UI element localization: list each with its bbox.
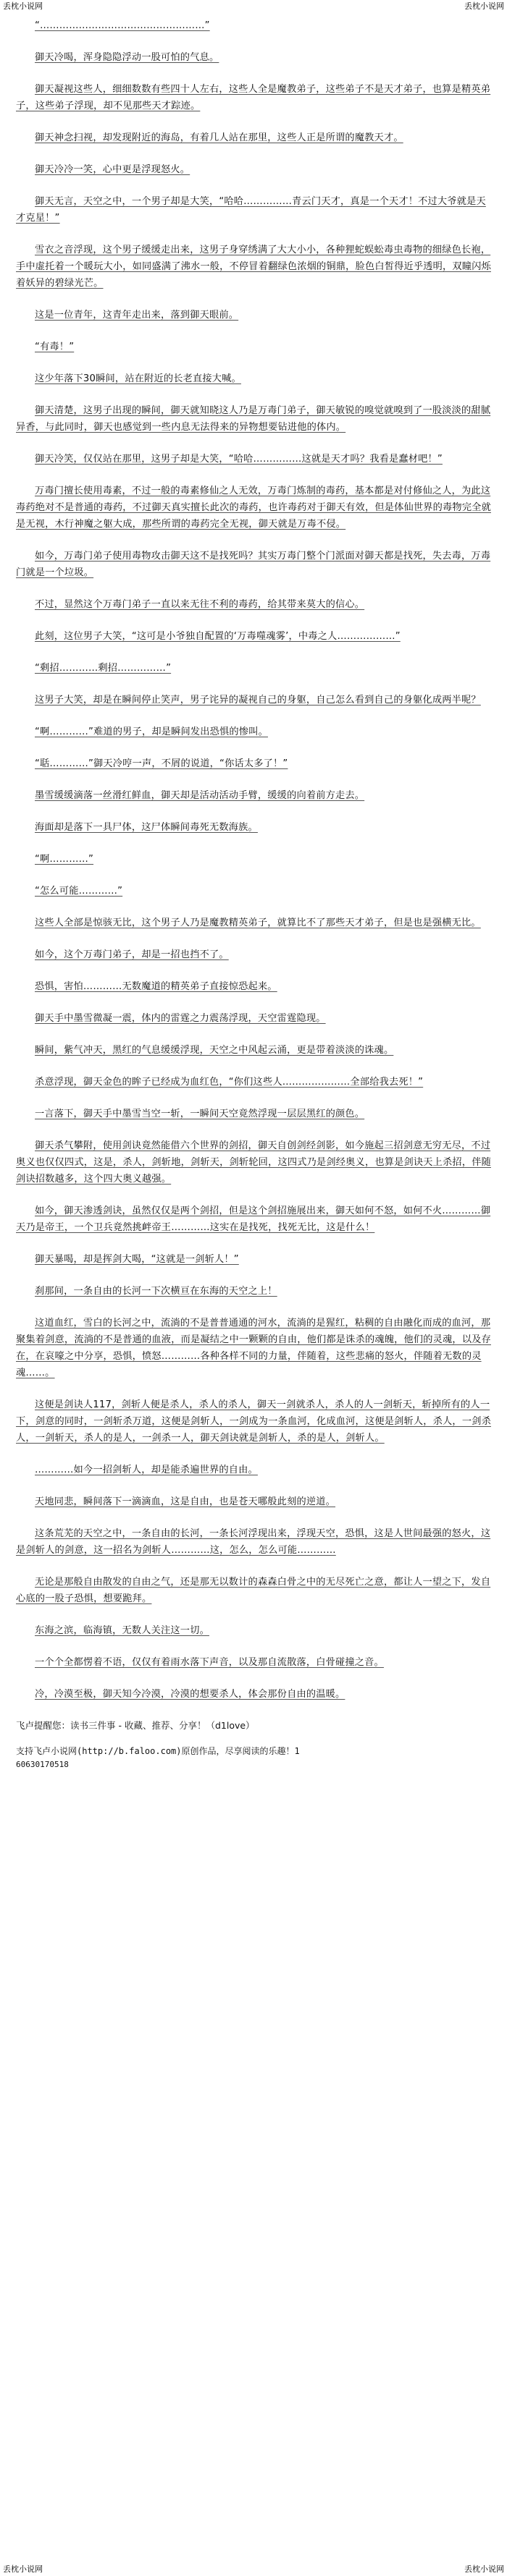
- paragraph: “啊…………”难道的男子，却是瞬间发出恐惧的惨叫。: [35, 726, 268, 737]
- paragraph: …………如今一招剑斩人，却是能杀遍世界的自由。: [35, 1465, 258, 1475]
- paragraph: 御天无言，天空之中，一个男子却是大笑，“哈哈……………青云门天才，真是一个天才！不过大爷就是天才克星！”: [16, 196, 486, 224]
- paragraph: “怎么可能…………”: [35, 886, 123, 897]
- reader-notice: 飞卢提醒您：读书三件事 - 收藏、推荐、分享！（d1love）: [16, 1720, 255, 1731]
- paragraph: 御天凝视这些人，细细数数有些四十人左右，这些人全是魔教弟子，这些弟子不是天才弟子，也算是精英弟子，这些弟子浮现，却不见那些天才踪迹。: [16, 84, 491, 111]
- paragraph: “有毒！”: [35, 342, 75, 352]
- paragraph: 一个个全都愣着不语，仅仅有着雨水落下声音，以及那自流散落，白骨碰撞之音。: [35, 1657, 384, 1668]
- paragraph-list: [16, 17, 491, 1703]
- paragraph: 冷，冷漠至极，御天知今冷漠，冷漠的想要杀人，体会那份自由的温暖。: [35, 1689, 345, 1700]
- paragraph: 杀意浮现，御天金色的眸子已经成为血红色，“你们这些人…………………全部给我去死！”: [35, 1077, 424, 1088]
- paragraph: 这些人全部是惊骇无比，这个男子人乃是魔教精英弟子，就算比不了那些天才弟子，但是也是强横无比。: [35, 918, 481, 928]
- header-site-name-right[interactable]: 丢枕小说网: [464, 1, 504, 11]
- paragraph: “聒…………”御天冷哼一声，不屑的说道，“你话太多了！”: [35, 758, 288, 769]
- paragraph: 御天冷冷一笑，心中更是浮现怒火。: [35, 164, 190, 175]
- paragraph: 御天杀气攀附，使用剑诀竟然能借六个世界的剑招，御天自创剑经剑影，如今施起三招剑意无穷无尽，不过奥义也仅仅四式，这是，杀人，剑斩地，剑斩天，剑斩轮回，这四式乃是剑经奥义，也算是剑诀天上杀招，伴随剑诀招数越多，这个四大奥义越强。: [16, 1140, 491, 1185]
- paragraph: 如今，万毒门弟子使用毒物攻击御天这不是找死吗？其实万毒门整个门派面对御天都是找死，失去毒，万毒门就是一个垃圾。: [16, 551, 491, 578]
- paragraph: 御天手中墨雪微凝一震，体内的雷霆之力震荡浮现，天空雷霆隐现。: [35, 1013, 326, 1024]
- paragraph: 这少年落下30瞬间，站在附近的长老直接大喊。: [35, 373, 241, 384]
- chapter-body: [16, 17, 491, 2543]
- footer-site-name-right[interactable]: 丢枕小说网: [464, 2564, 504, 2574]
- document-id: 60630170518: [16, 1760, 69, 1769]
- paragraph: 御天神念扫视，却发现附近的海岛，有着几人站在那里，这些人正是所谓的魔教天才。: [35, 132, 403, 143]
- paragraph: 恐惧，害怕…………无数魔道的精英弟子直接惊恐起来。: [35, 981, 277, 992]
- paragraph: 这便是剑诀人117，剑斩人便是杀人，杀人的杀人，御天一剑就杀人，杀人的人一剑斩天，斩掉所有的人一下，剑意的同时，一剑斩杀万道，这便是剑斩人，一剑成为一条血河，化成血河，这便是剑斩人，杀人，一剑杀人，一剑斩天，杀人的是人，一剑杀一人，御天剑诀就是剑斩人，杀的是人，剑斩人。: [16, 1399, 491, 1444]
- paragraph: 御天冷喝，浑身隐隐浮动一股可怕的气息。: [35, 52, 219, 63]
- paragraph: 一言落下，御天手中墨雪当空一斩，一瞬间天空竟然浮现一层层黑红的颜色。: [35, 1109, 365, 1119]
- paragraph: 万毒门擅长使用毒素，不过一般的毒素修仙之人无效，万毒门炼制的毒药，基本都是对付修仙之人，为此这毒药绝对不是普通的毒药，不过御天真实擅长此次的毒药，也许毒药对于御天有效，但是体仙世界的毒物完全就是无视，木行神魔之躯大成，那些所谓的毒药完全无视，御天就是万毒不侵。: [16, 486, 491, 530]
- paragraph: 刹那间，一条自由的长河一下次横亘在东海的天空之上！: [35, 1286, 277, 1297]
- header-site-name-left[interactable]: 丢枕小说网: [3, 1, 43, 11]
- source-line[interactable]: 支持飞卢小说网(http://b.faloo.com)原创作品，尽享阅读的乐趣！1: [16, 1746, 300, 1756]
- paragraph: “……………………………………………”: [35, 20, 210, 31]
- paragraph: 墨雪缓缓滴落一丝滑红鲜血，御天却是活动活动手臂，缓缓的向着前方走去。: [35, 790, 365, 801]
- paragraph: 这道血红，雪白的长河之中，流淌的不是普普通通的河水，流淌的是猩红，粘稠的自由融化而成的血河，那聚集着剑意，流淌的不是普通的血液，而是凝结之中一颗颗的自由，他们都是诛杀的魂魄，他们的灵魂，以及存在，在哀嚎之中分享，恐惧，愤怒…………各种各样不同的力量，伴随着，这些悲痛的怒火，伴随着无数的灵魂……。: [16, 1318, 491, 1378]
- paragraph: “剩招…………剩招……………”: [35, 663, 172, 674]
- paragraph: 如今，这个万毒门弟子，却是一招也挡不了。: [35, 949, 229, 960]
- paragraph: 雪衣之音浮现，这个男子缓缓走出来，这男子身穿绣满了大大小小，各种狸蛇蜈蚣毒虫毒物的细绿色长袍，手中虚托着一个暖玩大小，如同盛满了沸水一般，不停冒着翻绿色浓烟的铜鼎，脸色白皙得近乎透明，双瞳闪烁着妖异的碧绿光芒。: [16, 245, 491, 289]
- paragraph: 御天暴喝，却是挥剑大喝，“这就是一剑斩人！”: [35, 1254, 239, 1265]
- footer-site-name-left[interactable]: 丢枕小说网: [3, 2564, 43, 2574]
- page-header: [0, 0, 507, 13]
- paragraph: “啊…………”: [35, 854, 94, 865]
- paragraph: 这条荒芜的天空之中，一条自由的长河，一条长河浮现出来，浮现天空，恐惧，这是人世间最强的怒火，这是剑斩人的剑意，这一招名为剑斩人…………这，怎么，怎么可能…………: [16, 1528, 491, 1556]
- paragraph: 海面却是落下一具尸体，这尸体瞬间毒死无数海族。: [35, 822, 258, 833]
- paragraph: 不过，显然这个万毒门弟子一直以来无往不利的毒药，给其带来莫大的信心。: [35, 599, 365, 610]
- paragraph: 东海之滨，临海镇，无数人关注这一切。: [35, 1625, 209, 1636]
- paragraph: 此刻，这位男子大笑，“这可是小爷独自配置的‘万毒噬魂雾’，中毒之人………………”: [35, 631, 401, 642]
- paragraph: 这男子大笑，却是在瞬间停止笑声，男子诧异的凝视自己的身躯，自己怎么看到自己的身躯化成两半呢？: [35, 695, 481, 706]
- paragraph: 御天冷笑，仅仅站在那里，这男子却是大笑，“哈哈……………这就是天才吗？我看是蠢材吧！”: [35, 454, 443, 465]
- paragraph: 这是一位青年，这青年走出来，落到御天眼前。: [35, 310, 239, 321]
- paragraph: 无论是那般自由散发的自由之气，还是那无以数计的森森白骨之中的无尽死亡之意，都让人一望之下，发自心底的一股子恐惧，想要跪拜。: [16, 1577, 491, 1604]
- paragraph: 御天清楚，这男子出现的瞬间，御天就知晓这人乃是万毒门弟子，御天敏锐的嗅觉就嗅到了一股淡淡的甜腻异香，与此同时，御天也感觉到一些内息无法得来的异物想要钻进他的体内。: [16, 405, 491, 433]
- paragraph: 瞬间，紫气冲天，黑红的气息缓缓浮现，天空之中风起云涌，更是带着淡淡的诛魂。: [35, 1045, 394, 1056]
- page-footer: [0, 2563, 507, 2576]
- paragraph: 天地同悲，瞬间落下一滴滴血，这是自由，也是苍天哪般此刻的逆道。: [35, 1496, 336, 1507]
- paragraph: 如今，御天渗透剑诀，虽然仅仅是两个剑招，但是这个剑招施展出来，御天如何不怒，如何不火…………御天乃是帝王，一个卫兵竟然挑衅帝王…………这实在是找死，找死无比，这是什么！: [16, 1206, 491, 1233]
